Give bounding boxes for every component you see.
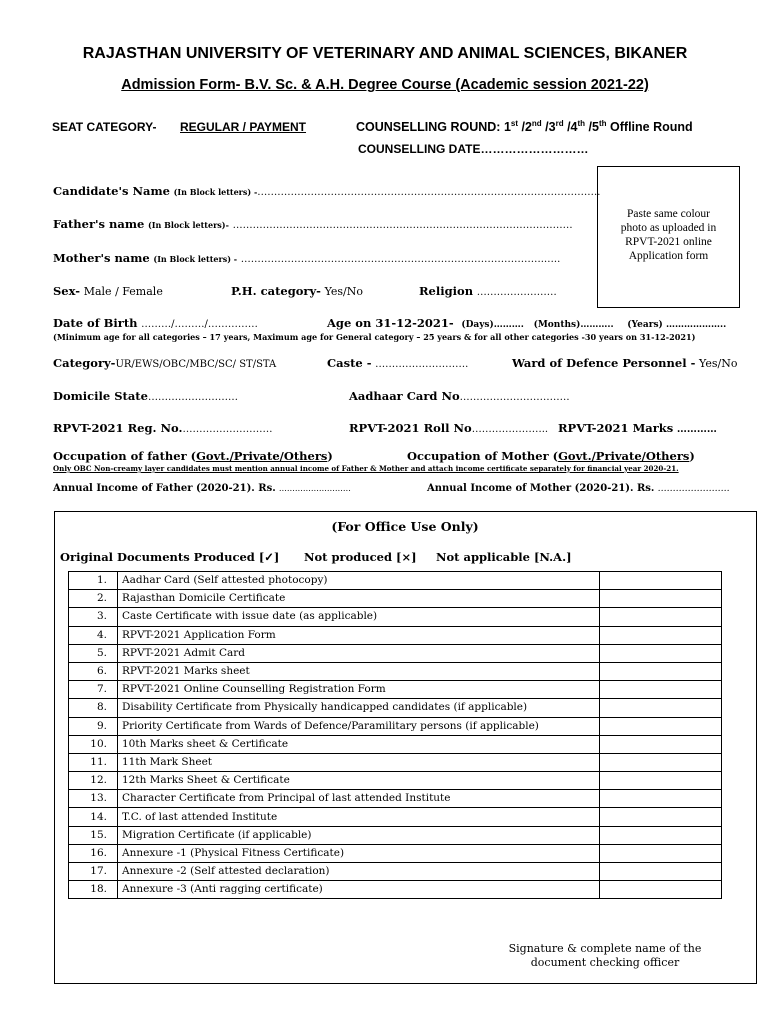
document-status-cell[interactable]: [600, 753, 722, 771]
document-status-cell[interactable]: [600, 626, 722, 644]
caste-dots: ……………………….: [375, 359, 469, 370]
document-status-cell[interactable]: [600, 717, 722, 735]
ward-defence-label: Ward of Defence Personnel -: [512, 356, 696, 370]
table-row: [69, 644, 722, 662]
table-row: [69, 681, 722, 699]
document-status-cell[interactable]: [600, 681, 722, 699]
document-name: 11th Mark Sheet: [118, 753, 600, 771]
table-row: [69, 590, 722, 608]
round-4: /4: [563, 120, 578, 135]
documents-table-body: [69, 572, 722, 899]
photo-box-text: Paste same colour photo as uploaded in RPVT-2021 online Application form: [620, 208, 717, 262]
round-3: /3: [541, 120, 556, 135]
occupation-mother-label: Occupation of Mother (: [407, 449, 559, 463]
table-row: [69, 735, 722, 753]
age-label: Age on 31-12-2021-: [327, 316, 454, 330]
age-note: (Minimum age for all categories – 17 years, Maximum age for General category – 25 years & for all other categories -30 years on 31-12-2021): [53, 332, 696, 342]
round-2-suffix: nd: [531, 119, 542, 128]
counselling-round-label: COUNSELLING ROUND:: [356, 120, 501, 135]
rpvt-reg-label: RPVT-2021 Reg. No.: [53, 421, 183, 435]
document-status-cell[interactable]: [600, 662, 722, 680]
document-name: RPVT-2021 Admit Card: [118, 644, 600, 662]
rpvt-marks-label: RPVT-2021 Marks: [558, 421, 674, 435]
document-number: 14.: [69, 808, 118, 826]
obc-income-note: Only OBC Non-creamy layer candidates must mention annual income of Father & Mother and attach income certificate separately for financial year 2020-21.: [53, 464, 679, 473]
sex-label: Sex-: [53, 284, 81, 298]
table-row: [69, 717, 722, 735]
age-years: (Years) ………………..: [627, 320, 727, 330]
document-number: 11.: [69, 753, 118, 771]
document-name: Annexure -2 (Self attested declaration): [118, 863, 600, 881]
rpvt-reg-field[interactable]: [53, 421, 272, 435]
photo-box[interactable]: [597, 166, 740, 308]
counselling-date: COUNSELLING DATE………………………: [358, 142, 589, 156]
dob-field[interactable]: [53, 316, 258, 330]
domicile-field[interactable]: [53, 389, 238, 403]
document-name: Rajasthan Domicile Certificate: [118, 590, 600, 608]
income-mother-dots: ……………………: [657, 484, 730, 494]
document-number: 1.: [69, 572, 118, 590]
caste-field[interactable]: [327, 356, 468, 370]
document-number: 3.: [69, 608, 118, 626]
religion-field[interactable]: [419, 284, 557, 298]
caste-label: Caste -: [327, 356, 372, 370]
document-status-cell[interactable]: [600, 808, 722, 826]
table-row: [69, 863, 722, 881]
document-status-cell[interactable]: [600, 826, 722, 844]
age-field[interactable]: [327, 316, 726, 330]
round-2: /2: [518, 120, 532, 135]
income-mother-label: Annual Income of Mother (2020-21). Rs.: [427, 483, 655, 494]
document-status-cell[interactable]: [600, 790, 722, 808]
mother-name-field[interactable]: [53, 251, 560, 265]
document-name: Annexure -1 (Physical Fitness Certificate): [118, 844, 600, 862]
category-label: Category-: [53, 356, 116, 370]
father-name-hint: (In Block letters)-: [148, 220, 229, 230]
document-status-cell[interactable]: [600, 590, 722, 608]
document-number: 8.: [69, 699, 118, 717]
religion-label: Religion: [419, 284, 474, 298]
ph-category-label: P.H. category-: [231, 284, 321, 298]
income-father-field[interactable]: [53, 483, 351, 494]
office-use-heading: (For Office Use Only): [331, 519, 479, 534]
occupation-father-label: Occupation of father (: [53, 449, 197, 463]
rpvt-marks-field[interactable]: [558, 421, 717, 435]
document-number: 10.: [69, 735, 118, 753]
ward-defence-field[interactable]: [512, 356, 737, 370]
document-name: RPVT-2021 Application Form: [118, 626, 600, 644]
dob-value: ………/………/……………: [141, 319, 258, 330]
ph-category-field[interactable]: [231, 284, 363, 298]
document-number: 6.: [69, 662, 118, 680]
document-number: 4.: [69, 626, 118, 644]
document-name: Character Certificate from Principal of last attended Institute: [118, 790, 600, 808]
table-row: [69, 881, 722, 899]
document-status-cell[interactable]: [600, 863, 722, 881]
document-number: 9.: [69, 717, 118, 735]
category-field[interactable]: [53, 356, 276, 370]
father-name-field[interactable]: [53, 217, 573, 231]
checking-officer-signature: Signature & complete name of the document checking officer: [508, 942, 702, 969]
table-row: [69, 844, 722, 862]
document-name: 10th Marks sheet & Certificate: [118, 735, 600, 753]
mother-name-dots: ……………………………………………………………………………….…..: [240, 254, 561, 265]
documents-not-produced-legend: Not produced [×]: [304, 550, 417, 564]
table-row: [69, 826, 722, 844]
round-5-suffix: th: [598, 119, 607, 128]
sex-value: Male / Female: [83, 285, 163, 298]
domicile-label: Domicile State: [53, 389, 148, 403]
aadhaar-field[interactable]: [349, 389, 570, 403]
document-name: Caste Certificate with issue date (as applicable): [118, 608, 600, 626]
seat-category-label: SEAT CATEGORY-: [52, 120, 157, 134]
document-status-cell[interactable]: [600, 735, 722, 753]
document-number: 5.: [69, 644, 118, 662]
document-number: 16.: [69, 844, 118, 862]
document-name: Annexure -3 (Anti ragging certificate): [118, 881, 600, 899]
document-name: Aadhar Card (Self attested photocopy): [118, 572, 600, 590]
mother-name-hint: (In Block letters) -: [153, 254, 238, 264]
seat-category-value: REGULAR / PAYMENT: [180, 120, 307, 134]
document-status-cell[interactable]: [600, 772, 722, 790]
documents-not-applicable-legend: Not applicable [N.A.]: [436, 550, 572, 564]
occupation-father-field[interactable]: [53, 449, 333, 463]
occupation-father-close: ): [327, 449, 333, 463]
table-row: [69, 753, 722, 771]
round-5: /5: [585, 120, 599, 135]
document-number: 13.: [69, 790, 118, 808]
document-status-cell[interactable]: [600, 844, 722, 862]
occupation-father-options: Govt./Private/Others: [196, 449, 328, 463]
document-number: 17.: [69, 863, 118, 881]
occupation-mother-close: ): [689, 449, 695, 463]
round-4-suffix: th: [577, 119, 586, 128]
document-number: 15.: [69, 826, 118, 844]
age-days: (Days)……….: [461, 320, 524, 330]
document-number: 12.: [69, 772, 118, 790]
father-name-dots: …………………………………………………………………………………………: [232, 220, 573, 231]
counselling-round: [356, 119, 693, 134]
dob-label: Date of Birth: [53, 316, 138, 330]
table-row: [69, 608, 722, 626]
occupation-mother-options: Govt./Private/Others: [558, 449, 690, 463]
document-name: RPVT-2021 Marks sheet: [118, 662, 600, 680]
document-status-cell[interactable]: [600, 699, 722, 717]
document-number: 2.: [69, 590, 118, 608]
candidate-name-dots: ………………………………………………………………………………………….: [257, 187, 601, 198]
document-name: RPVT-2021 Online Counselling Registration Form: [118, 681, 600, 699]
father-name-label: Father's name: [53, 217, 145, 231]
document-name: T.C. of last attended Institute: [118, 808, 600, 826]
documents-table: [68, 571, 722, 899]
mother-name-label: Mother's name: [53, 251, 150, 265]
table-row: [69, 572, 722, 590]
round-1: 1: [503, 120, 511, 135]
form-title: Admission Form- B.V. Sc. & A.H. Degree Course (Academic session 2021-22): [121, 77, 649, 93]
round-offline: Offline Round: [606, 120, 693, 135]
table-row: [69, 626, 722, 644]
table-row: [69, 699, 722, 717]
table-row: [69, 662, 722, 680]
ph-category-value: Yes/No: [324, 285, 364, 298]
sex-field[interactable]: [53, 284, 163, 298]
round-3-suffix: rd: [555, 119, 564, 128]
candidate-name-label: Candidate's Name: [53, 184, 170, 198]
age-months: (Months)………..: [533, 320, 614, 330]
income-father-label: Annual Income of Father (2020-21). Rs.: [53, 483, 276, 494]
ward-defence-value: Yes/No: [699, 357, 738, 370]
candidate-name-field[interactable]: [53, 184, 600, 198]
rpvt-roll-label: RPVT-2021 Roll No: [349, 421, 472, 435]
rpvt-roll-dots: …………………..: [471, 424, 549, 435]
occupation-mother-field[interactable]: [407, 449, 695, 463]
document-number: 18.: [69, 881, 118, 899]
candidate-name-hint: (In Block letters) -: [173, 187, 258, 197]
document-number: 7.: [69, 681, 118, 699]
category-value: UR/EWS/OBC/MBC/SC/ ST/STA: [115, 359, 277, 370]
document-status-cell[interactable]: [600, 572, 722, 590]
document-status-cell[interactable]: [600, 608, 722, 626]
table-row: [69, 772, 722, 790]
aadhaar-dots: ……………………………: [459, 392, 570, 403]
document-status-cell[interactable]: [600, 644, 722, 662]
income-mother-field[interactable]: [427, 483, 730, 494]
rpvt-roll-field[interactable]: [349, 421, 548, 435]
document-name: 12th Marks Sheet & Certificate: [118, 772, 600, 790]
documents-produced-legend: Original Documents Produced [✓]: [60, 550, 280, 564]
document-name: Priority Certificate from Wards of Defence/Paramilitary persons (if applicable): [118, 717, 600, 735]
university-title: RAJASTHAN UNIVERSITY OF VETERINARY AND ANIMAL SCIENCES, BIKANER: [82, 45, 688, 62]
aadhaar-label: Aadhaar Card No: [349, 389, 460, 403]
table-row: [69, 790, 722, 808]
rpvt-reg-dots: ………………………: [182, 424, 273, 435]
income-father-dots: ………………………: [278, 484, 351, 493]
rpvt-marks-dots: …………: [676, 424, 717, 435]
round-1-suffix: st: [510, 119, 519, 128]
domicile-dots: ………………………: [147, 392, 238, 403]
document-status-cell[interactable]: [600, 881, 722, 899]
religion-dots: ……………………: [476, 287, 557, 298]
document-name: Disability Certificate from Physically handicapped candidates (if applicable): [118, 699, 600, 717]
table-row: [69, 808, 722, 826]
document-name: Migration Certificate (if applicable): [118, 826, 600, 844]
